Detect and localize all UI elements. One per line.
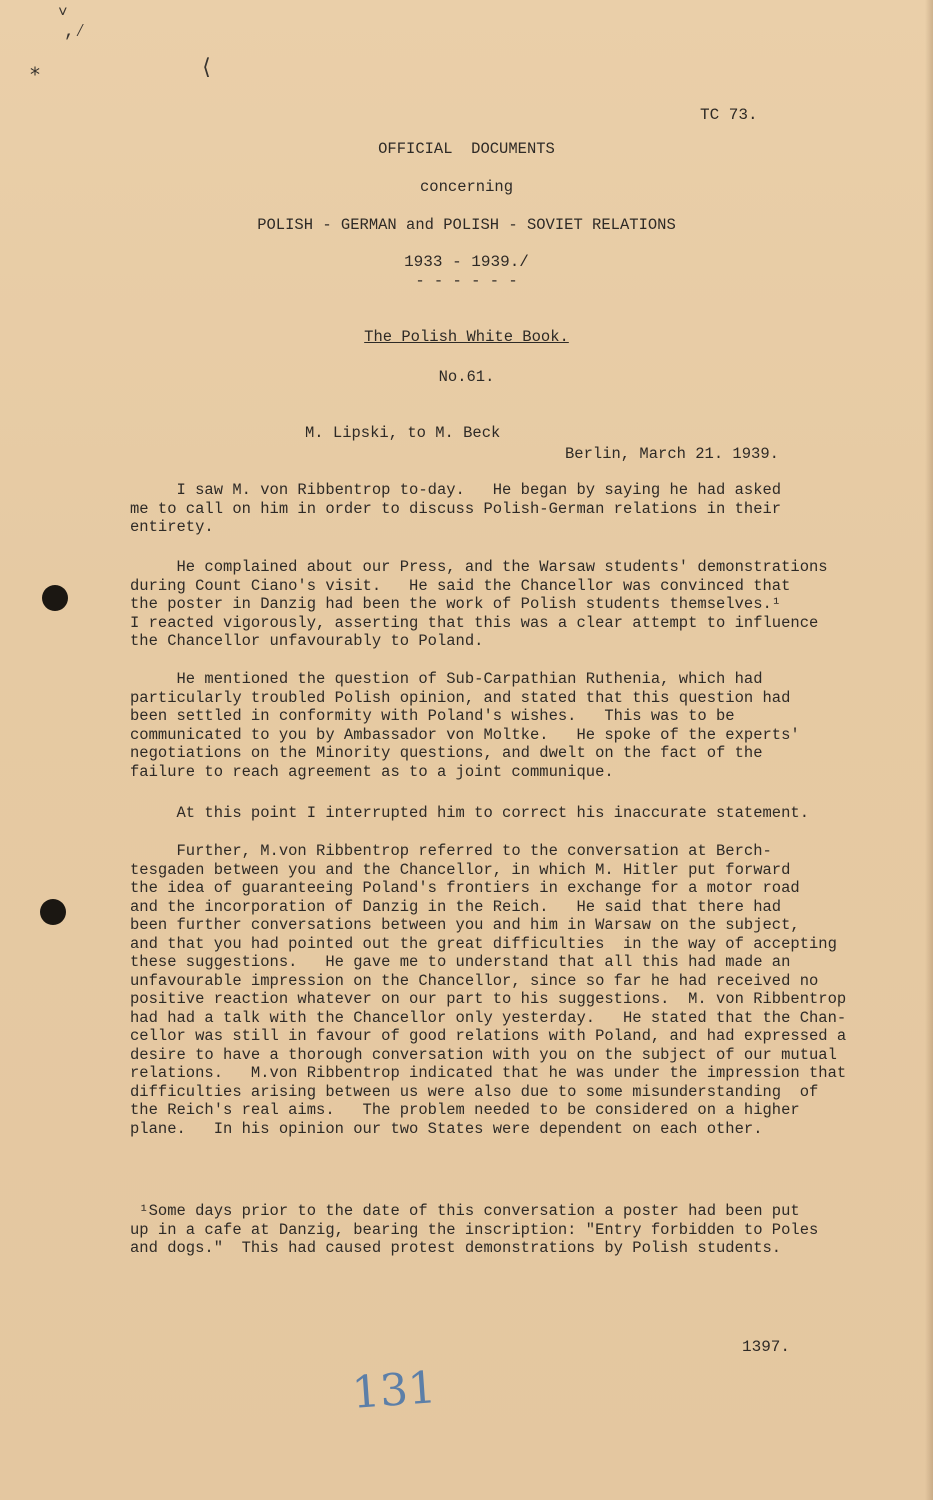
body-paragraph-5: Further, M.von Ribbentrop referred to the conversation at Berch- tesgaden between you and the Chancellor, in which M. Hitler put forward the idea of guaranteeing Poland's frontiers in exchange for a motor road and the incorporation of Danzig in the Reich. He said that there had been further conversations between you and him in Warsaw on the subject, and that you had pointed out the great difficulties in the way of accepting these suggestions. He gave me to understand that all this had made an unfavourable impression on the Chancellor, since so far he had received no positive reaction whatever on our part to his suggestions. M. von Ribbentrop had had a talk with the Chancellor only yesterday. He stated that the Chan- cellor was still in favour of good relations with Poland, and had expressed a desire to have a thorough conversation with you on the subject of our mutual relations. M.von Ribbentrop indicated that he was under the impression that difficulties arising between us were also due to some misunderstanding of the Reich's real aims. The problem needed to be considered on a higher plane. In his opinion our two States were dependent on each other.	[130, 842, 847, 1138]
separator-dashes: - - - - - -	[415, 272, 518, 290]
handwritten-page-number: 131	[350, 1362, 438, 1419]
document-subtitle: concerning	[419, 178, 513, 196]
punch-hole-top	[42, 585, 68, 611]
body-paragraph-2: He complained about our Press, and the Warsaw students' demonstrations during Count Ciano's visit. He said the Chancellor was convinced that the poster in Danzig had been the work of Polish students themselves.¹ I reacted vigorously, asserting that this was a clear attempt to influence the Chancellor unfavourably to Poland.	[130, 558, 828, 650]
document-reference: TC 73.	[700, 106, 758, 124]
pencil-mark: ,⁄	[64, 22, 86, 42]
footnote: ¹Some days prior to the date of this conversation a poster had been put up in a cafe at Danzig, bearing the inscription: "Entry forbidden to Poles and dogs." This had caused protest demonstrations by Polish students.	[130, 1202, 819, 1257]
document-years: 1933 - 1939./	[404, 253, 529, 271]
document-number: No.61.	[438, 368, 495, 386]
pencil-mark: ⟨	[200, 56, 214, 81]
body-paragraph-4: At this point I interrupted him to correct his inaccurate statement.	[130, 804, 810, 822]
body-paragraph-1: I saw M. von Ribbentrop to-day. He began by saying he had asked me to call on him in order to discuss Polish-German relations in their entirety.	[130, 481, 782, 536]
document-title: OFFICIAL DOCUMENTS	[378, 140, 555, 158]
letter-address: M. Lipski, to M. Beck	[305, 424, 501, 442]
page-number: 1397.	[742, 1338, 791, 1356]
body-paragraph-3: He mentioned the question of Sub-Carpathian Ruthenia, which had particularly troubled Polish opinion, and stated that this question had been settled in conformity with Poland's wishes. This was to be communicated to you by Ambassador von Moltke. He spoke of the experts' negotiations on the Minority questions, and dwelt on the fact of the failure to reach agreement as to a joint communique.	[130, 670, 800, 781]
document-topic: POLISH - GERMAN and POLISH - SOVIET RELATIONS	[257, 216, 676, 234]
pencil-mark: ⁎	[30, 59, 40, 82]
source-title: The Polish White Book.	[364, 328, 569, 346]
pencil-mark: ˅	[58, 4, 68, 22]
punch-hole-bottom	[40, 899, 66, 925]
letter-date: Berlin, March 21. 1939.	[565, 445, 779, 463]
